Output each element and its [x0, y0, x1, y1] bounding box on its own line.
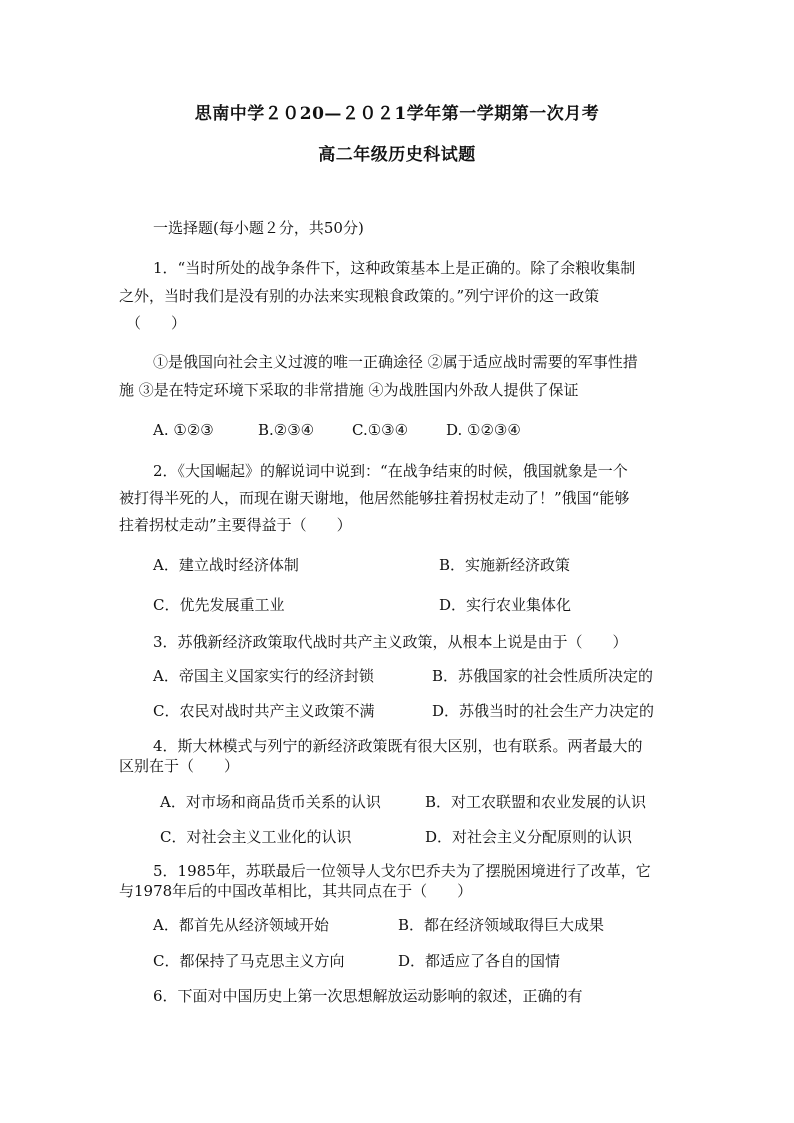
q3-option-c: C．农民对战时共产主义政策不满 — [153, 702, 375, 720]
q4-option-c: C．对社会主义工业化的认识 — [160, 828, 352, 846]
q4-line-1: 4．斯大林模式与列宁的新经济政策既有很大区别，也有联系。两者最大的 — [153, 737, 643, 755]
q1-line-2: 之外，当时我们是没有别的办法来实现粮食政策的。”列宁评价的这一政策 — [119, 287, 600, 305]
q4-option-d: D．对社会主义分配原则的认识 — [425, 828, 633, 846]
q2-option-a: A．建立战时经济体制 — [153, 556, 299, 574]
q4-line-2: 区别在于（ ） — [119, 757, 240, 775]
q1-option-d: D. ①②③④ — [446, 421, 521, 439]
q5-option-c: C．都保持了马克思主义方向 — [153, 952, 345, 970]
q2-line-2: 被打得半死的人，而现在谢天谢地，他居然能够拄着拐杖走动了！”俄国“能够 — [119, 489, 630, 507]
q1-extra-2: 施 ③是在特定环境下采取的非常措施 ④为战胜国内外敌人提供了保证 — [119, 381, 579, 399]
q5-line-1: 5．1985年，苏联最后一位领导人戈尔巴乔夫为了摆脱困境进行了改革，它 — [153, 862, 651, 880]
q5-option-b: B．都在经济领域取得巨大成果 — [398, 916, 605, 934]
q3-option-d: D．苏俄当时的社会生产力决定的 — [432, 702, 655, 720]
exam-title: 思南中学２０20—２０２1学年第一学期第一次月考 — [194, 104, 600, 124]
q2-option-d: D．实行农业集体化 — [439, 596, 572, 614]
q2-option-c: C．优先发展重工业 — [153, 596, 285, 614]
q2-line-1: 2．《大国崛起》的解说词中说到：“在战争结束的时候，俄国就象是一个 — [153, 462, 628, 480]
q5-option-a: A．都首先从经济领域开始 — [153, 916, 329, 934]
q1-option-a: A. ①②③ — [153, 421, 214, 439]
q6-line-1: 6．下面对中国历史上第一次思想解放运动影响的叙述，正确的有 — [153, 987, 583, 1005]
q3-option-b: B．苏俄国家的社会性质所决定的 — [432, 667, 654, 685]
q4-option-b: B．对工农联盟和农业发展的认识 — [425, 793, 647, 811]
q1-line-3: （ ） — [126, 314, 187, 332]
q2-line-3: 拄着拐杖走动”主要得益于（ ） — [119, 516, 352, 534]
q5-line-2: 与1978年后的中国改革相比，其共同点在于（ ） — [119, 882, 473, 900]
q1-option-b: B.②③④ — [258, 421, 315, 439]
q3-line-1: 3．苏俄新经济政策取代战时共产主义政策，从根本上说是由于（ ） — [153, 633, 628, 651]
q5-option-d: D．都适应了各自的国情 — [398, 952, 561, 970]
q3-option-a: A．帝国主义国家实行的经济封锁 — [153, 667, 374, 685]
q1-option-c: C.①③④ — [352, 421, 409, 439]
q4-option-a: A．对市场和商品货币关系的认识 — [160, 793, 381, 811]
q1-line-1: 1．“当时所处的战争条件下，这种政策基本上是正确的。除了余粮收集制 — [153, 259, 636, 277]
section-heading: 一选择题(每小题２分，共50分) — [153, 219, 364, 237]
q2-option-b: B．实施新经济政策 — [439, 556, 571, 574]
q1-extra-1: ①是俄国向社会主义过渡的唯一正确途径 ②属于适应战时需要的军事性措 — [153, 353, 638, 371]
exam-subtitle: 高二年级历史科试题 — [318, 145, 476, 165]
